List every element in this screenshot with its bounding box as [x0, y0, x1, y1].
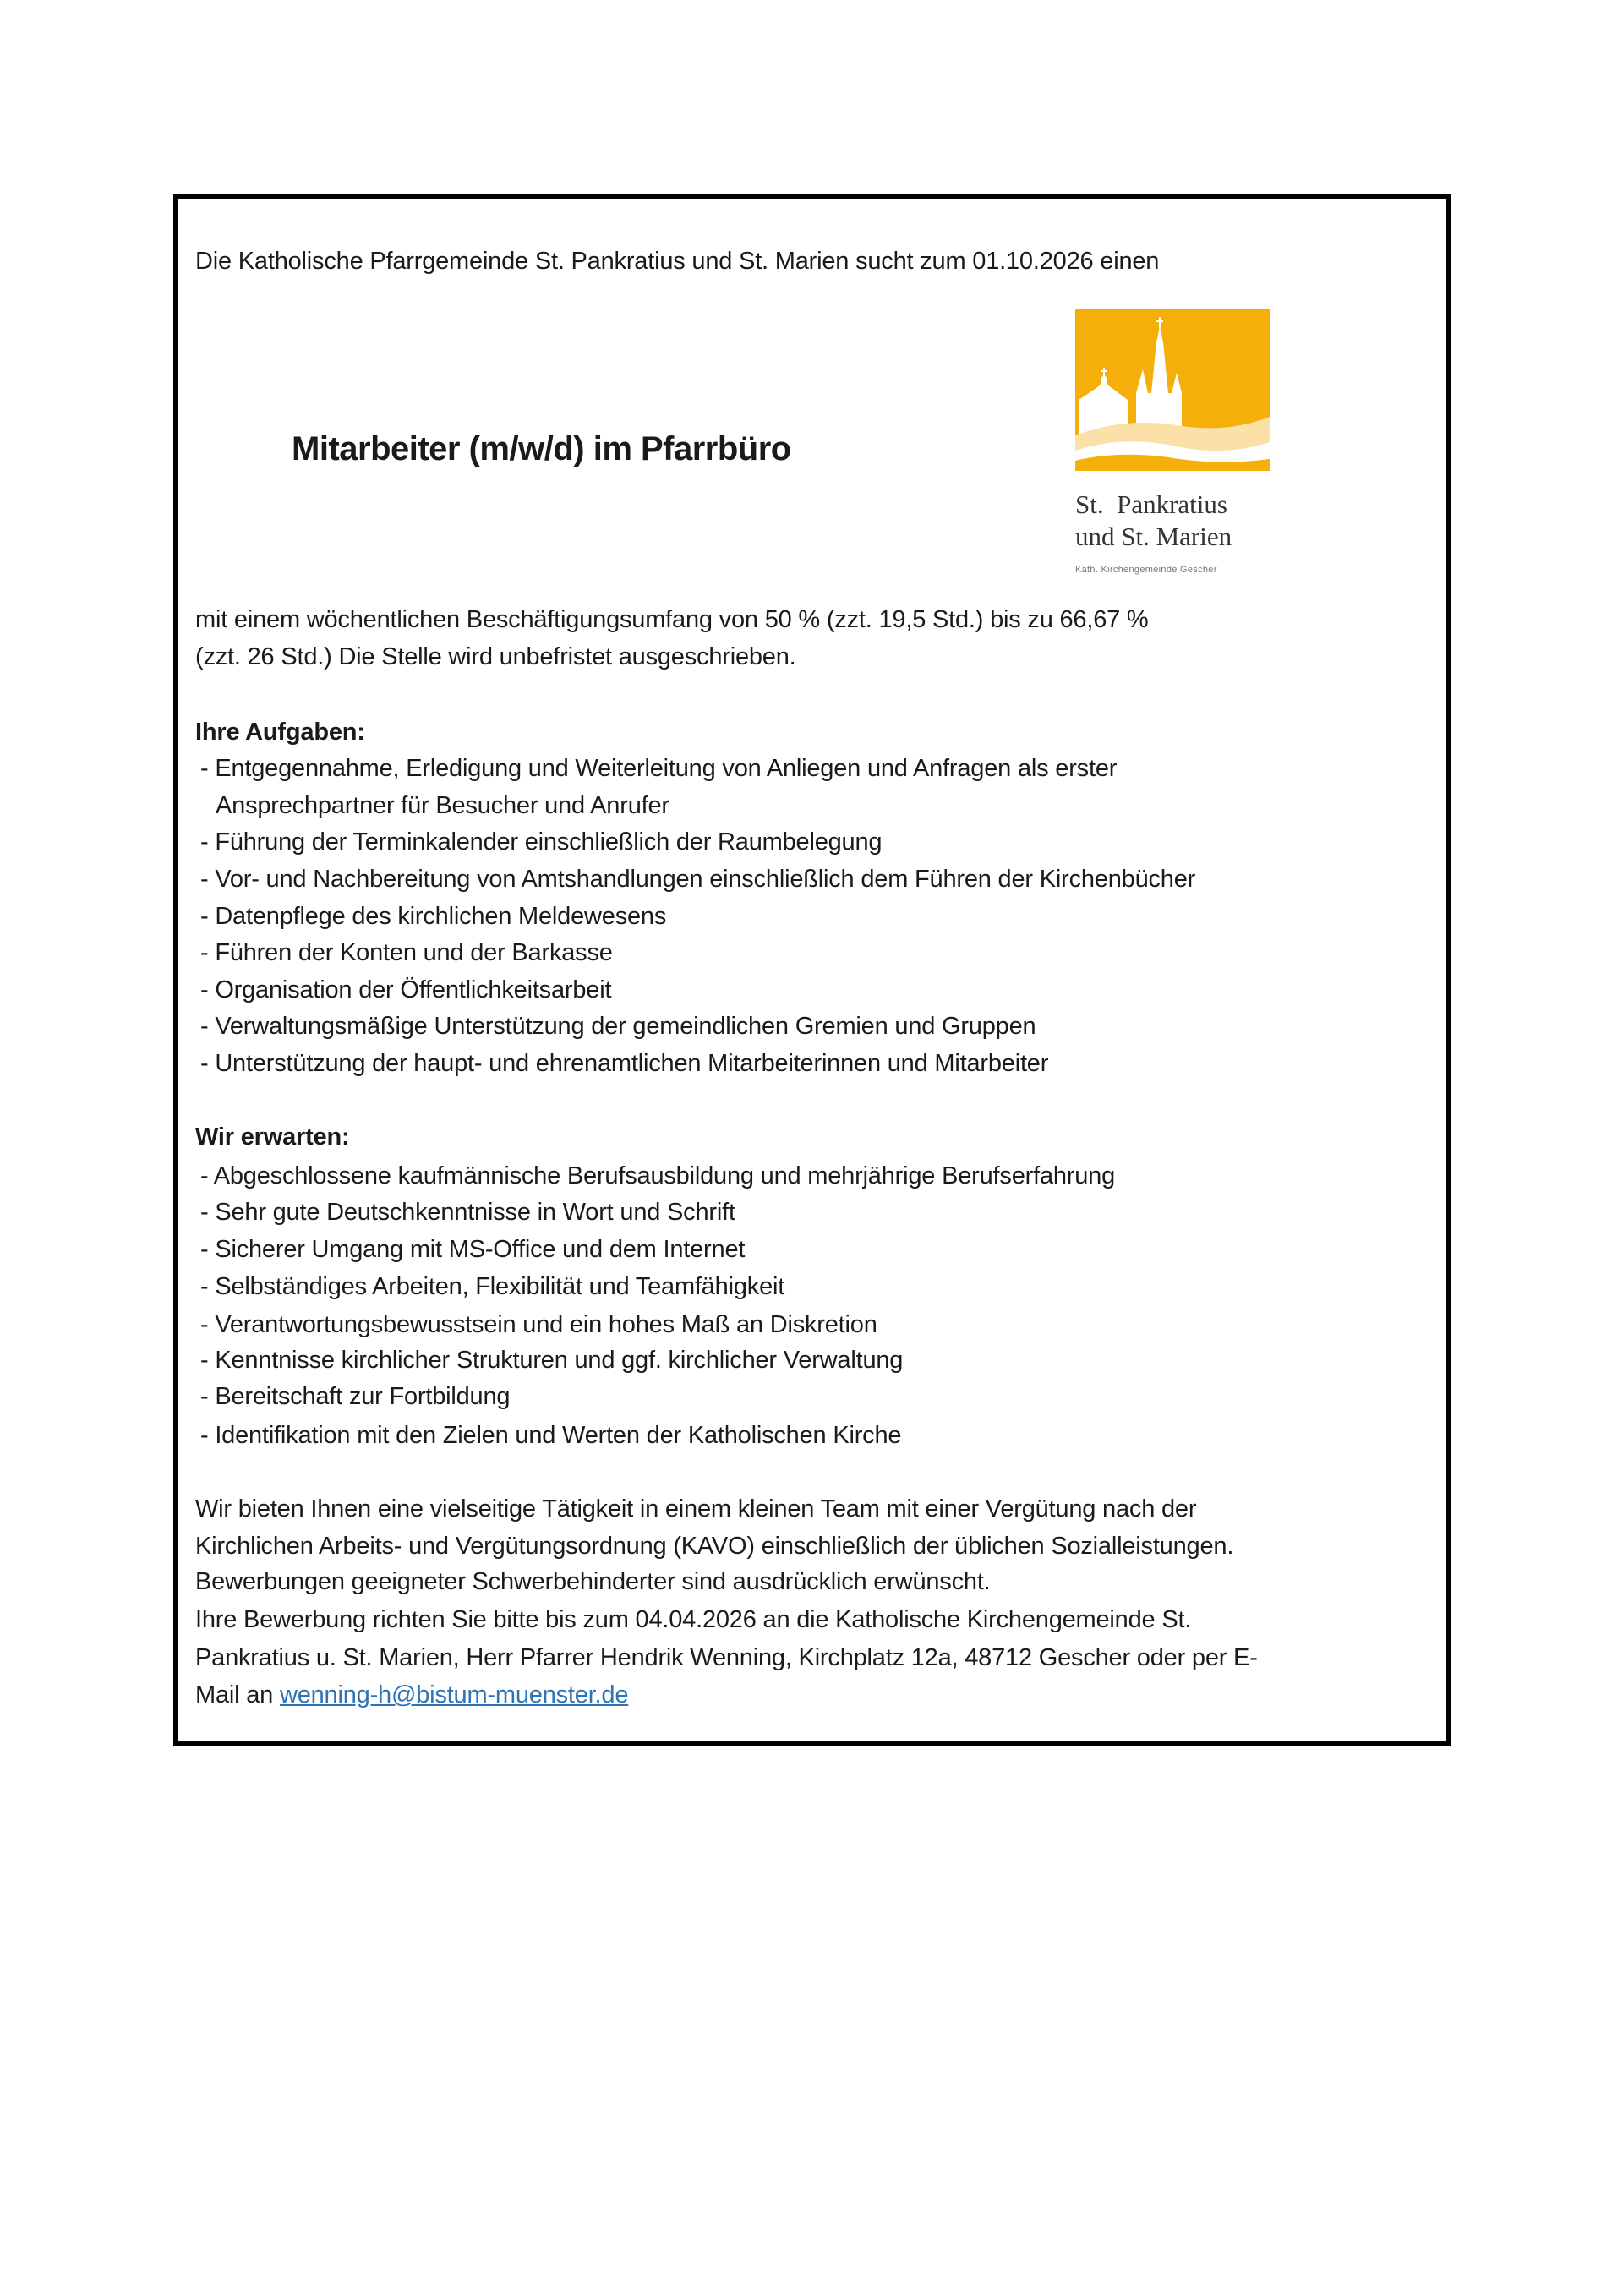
- offer-line: Kirchlichen Arbeits- und Vergütungsordnung (KAVO) einschließlich der üblichen Sozialleistungen.: [195, 1533, 1234, 1560]
- task-item: - Führung der Terminkalender einschließlich der Raumbelegung: [200, 828, 883, 856]
- task-item: - Organisation der Öffentlichkeitsarbeit: [200, 976, 612, 1003]
- application-line: Pankratius u. St. Marien, Herr Pfarrer Hendrik Wenning, Kirchplatz 12a, 48712 Gescher oder per E-: [195, 1644, 1258, 1671]
- application-line: Ihre Bewerbung richten Sie bitte bis zum 04.04.2026 an die Katholische Kirchengemeinde St.: [195, 1606, 1192, 1633]
- scope-line-2: (zzt. 26 Std.) Die Stelle wird unbefristet ausgeschrieben.: [195, 643, 796, 670]
- offer-line: Wir bieten Ihnen eine vielseitige Tätigkeit in einem kleinen Team mit einer Vergütung nach der: [195, 1495, 1197, 1522]
- offer-line: Bewerbungen geeigneter Schwerbehinderter sind ausdrücklich erwünscht.: [195, 1568, 991, 1595]
- task-item: - Führen der Konten und der Barkasse: [200, 939, 613, 966]
- church-logo-icon: [1075, 309, 1270, 471]
- contact-prefix: Mail an: [195, 1681, 280, 1708]
- scope-line-1: mit einem wöchentlichen Beschäftigungsumfang von 50 % (zzt. 19,5 Std.) bis zu 66,67 %: [195, 606, 1149, 633]
- logo-name-line1: St. Pankratius: [1075, 489, 1227, 519]
- parish-logo: [1074, 309, 1276, 579]
- expectation-item: - Sicherer Umgang mit MS-Office und dem Internet: [200, 1236, 746, 1263]
- tasks-heading: Ihre Aufgaben:: [195, 719, 365, 746]
- contact-line: [195, 1681, 628, 1709]
- task-item: - Verwaltungsmäßige Unterstützung der gemeindlichen Gremien und Gruppen: [200, 1013, 1036, 1040]
- expectation-item: - Abgeschlossene kaufmännische Berufsausbildung und mehrjährige Berufserfahrung: [200, 1162, 1116, 1189]
- task-item: - Entgegennahme, Erledigung und Weiterleitung von Anliegen und Anfragen als erster: [200, 755, 1118, 782]
- task-item: - Vor- und Nachbereitung von Amtshandlungen einschließlich dem Führen der Kirchenbücher: [200, 866, 1196, 893]
- logo-name-line2: und St. Marien: [1075, 522, 1232, 551]
- task-item: - Unterstützung der haupt- und ehrenamtlichen Mitarbeiterinnen und Mitarbeiter: [200, 1050, 1049, 1077]
- job-title: Mitarbeiter (m/w/d) im Pfarrbüro: [292, 430, 791, 467]
- expectation-item: - Selbständiges Arbeiten, Flexibilität und Teamfähigkeit: [200, 1273, 785, 1300]
- expectation-item: - Verantwortungsbewusstsein und ein hohes Maß an Diskretion: [200, 1311, 877, 1338]
- task-item: - Datenpflege des kirchlichen Meldewesens: [200, 903, 667, 930]
- expectation-item: - Kenntnisse kirchlicher Strukturen und ggf. kirchlicher Verwaltung: [200, 1347, 904, 1374]
- expectation-item: - Identifikation mit den Zielen und Werten der Katholischen Kirche: [200, 1422, 902, 1449]
- expectation-item: - Sehr gute Deutschkenntnisse in Wort und Schrift: [200, 1199, 735, 1226]
- email-link[interactable]: wenning-h@bistum-muenster.de: [279, 1681, 629, 1708]
- logo-subtitle: Kath. Kirchengemeinde Gescher: [1075, 565, 1217, 575]
- task-item-continuation: Ansprechpartner für Besucher und Anrufer: [216, 792, 669, 819]
- intro-text: Die Katholische Pfarrgemeinde St. Pankratius und St. Marien sucht zum 01.10.2026 einen: [195, 248, 1160, 275]
- expectation-item: - Bereitschaft zur Fortbildung: [200, 1383, 511, 1410]
- expectations-heading: Wir erwarten:: [195, 1123, 350, 1151]
